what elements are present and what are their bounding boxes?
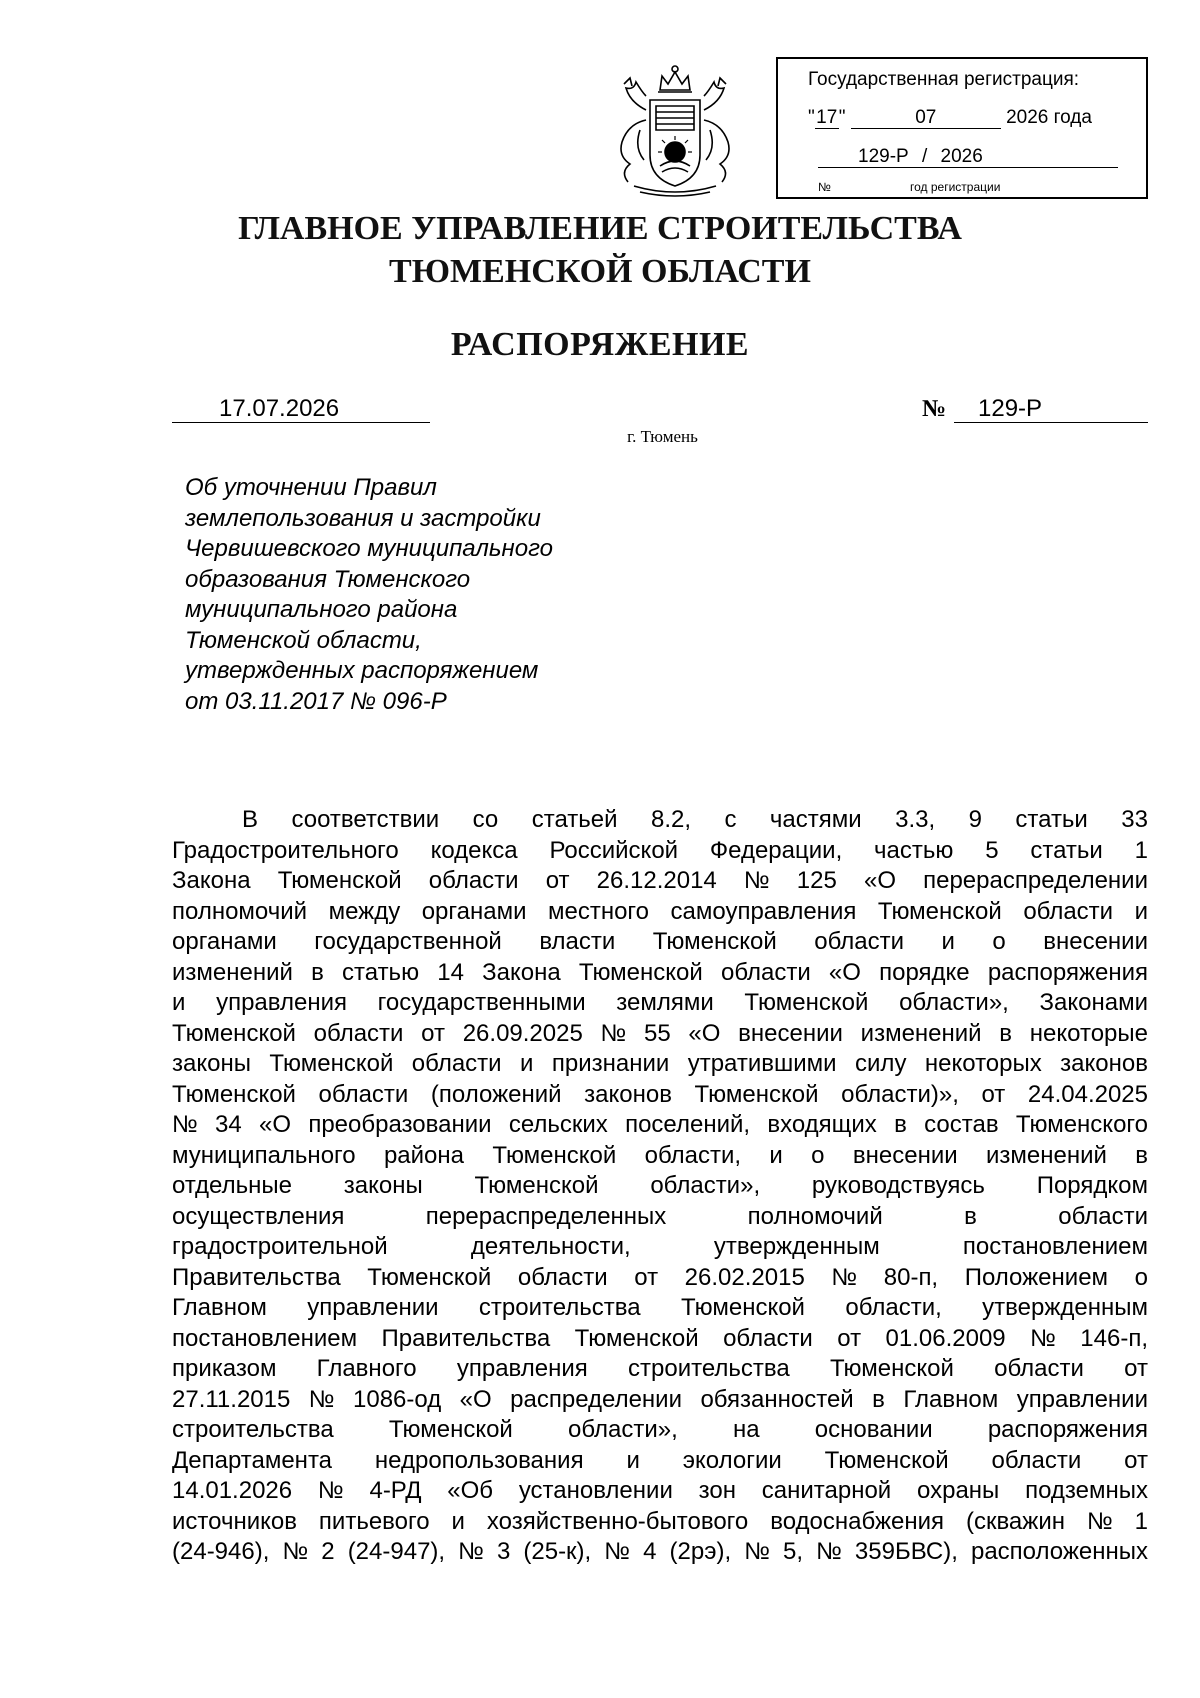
body-line: Тюменской области (положений законов Тюменской области)», от 24.04.2025 <box>172 1080 1148 1108</box>
registration-year: 2026 года <box>1006 107 1092 128</box>
body-line: источников питьевого и хозяйственно-бытового водоснабжения (скважин № 1 <box>172 1507 1148 1535</box>
body-line: Закона Тюменской области от 26.12.2014 № 125 «О перераспределении <box>172 867 1148 894</box>
body-line: градостроительной деятельности, утвержденным постановлением <box>172 1233 1148 1260</box>
body-line: Правительства Тюменской области от 26.02.2015 № 80-п, Положением о <box>172 1263 1148 1291</box>
body-line: Тюменской области от 26.09.2025 № 55 «О внесении изменений в некоторые <box>172 1019 1148 1047</box>
registration-number-line <box>818 147 1118 168</box>
body-line: изменений в статью 14 Закона Тюменской области «О порядке распоряжения <box>172 958 1148 986</box>
body-line: и управления государственными землями Тюменской области», Законами <box>172 989 1148 1016</box>
body-line: Департамента недропользования и экологии Тюменской области от <box>172 1446 1148 1474</box>
body-line: законы Тюменской области и признании утратившими силу некоторых законов <box>172 1050 1148 1077</box>
body-line: органами государственной власти Тюменской области и о внесении <box>172 928 1148 955</box>
body-line: муниципального района Тюменской области, и о внесении изменений в <box>172 1141 1148 1169</box>
quote-close: " <box>838 107 846 128</box>
body-line: 27.11.2015 № 1086-од «О распределении обязанностей в Главном управлении <box>172 1385 1148 1413</box>
body-line: строительства Тюменской области», на основании распоряжения <box>172 1416 1148 1443</box>
city: г. Тюмень <box>627 427 698 446</box>
subject-line: утвержденных распоряжением <box>185 657 539 684</box>
body-line: осуществления перераспределенных полномочий в области <box>172 1202 1148 1230</box>
body-line: постановлением Правительства Тюменской области от 01.06.2009 № 146-п, <box>172 1324 1148 1352</box>
org-name-line1: ГЛАВНОЕ УПРАВЛЕНИЕ СТРОИТЕЛЬСТВА <box>238 210 962 247</box>
subject-line: землепользования и застройки <box>185 504 541 532</box>
document-number: 129-Р <box>954 396 1148 423</box>
registration-day: 17 <box>816 107 838 128</box>
registration-month: 07 <box>851 108 1001 129</box>
document-body <box>172 805 1148 1568</box>
registration-stamp <box>776 57 1148 199</box>
body-line: (24-946), № 2 (24-947), № 3 (25-к), № 4 (2рэ), № 5, № 359БВС), расположенных <box>172 1538 1148 1565</box>
document-date: 17.07.2026 <box>172 396 430 423</box>
org-name-line2: ТЮМЕНСКОЙ ОБЛАСТИ <box>389 253 811 290</box>
subject-line: Об уточнении Правил <box>185 474 437 501</box>
subject-line: от 03.11.2017 № 096-Р <box>185 687 447 715</box>
subject-line: образования Тюменского <box>185 565 471 593</box>
number-label: № <box>922 396 947 422</box>
body-line: полномочий между органами местного самоуправления Тюменской области и <box>172 897 1148 925</box>
quote-open: " <box>808 107 815 128</box>
registration-title: Государственная регистрация: <box>808 69 1080 90</box>
registration-number: 129-Р <box>858 146 909 167</box>
subject-line: Тюменской области, <box>185 626 422 654</box>
body-line: отдельные законы Тюменской области», руководствуясь Порядком <box>172 1172 1148 1199</box>
body-line: приказом Главного управления строительства Тюменской области от <box>172 1355 1148 1382</box>
document-subject <box>185 473 625 717</box>
document-type: РАСПОРЯЖЕНИЕ <box>450 326 750 363</box>
subject-line: муниципального района <box>185 596 458 623</box>
body-line: Градостроительного кодекса Российской Федерации, частью 5 статьи 1 <box>172 836 1148 864</box>
registration-separator: / <box>921 146 928 167</box>
registration-reg-year: 2026 <box>940 146 983 167</box>
caption-year: год регистрации <box>910 180 1001 194</box>
body-line: Главном управлении строительства Тюменской области, утвержденным <box>172 1294 1148 1321</box>
body-line: В соответствии со статьей 8.2, с частями 3.3, 9 статьи 33 <box>242 806 1148 833</box>
coat-of-arms-icon <box>600 60 750 198</box>
registration-date <box>808 107 1092 129</box>
body-line: № 34 «О преобразовании сельских поселений, входящих в состав Тюменского <box>172 1111 1148 1138</box>
body-line: 14.01.2026 № 4-РД «Об установлении зон санитарной охраны подземных <box>172 1477 1148 1504</box>
caption-number: № <box>818 180 831 194</box>
subject-line: Червишевского муниципального <box>185 535 553 562</box>
